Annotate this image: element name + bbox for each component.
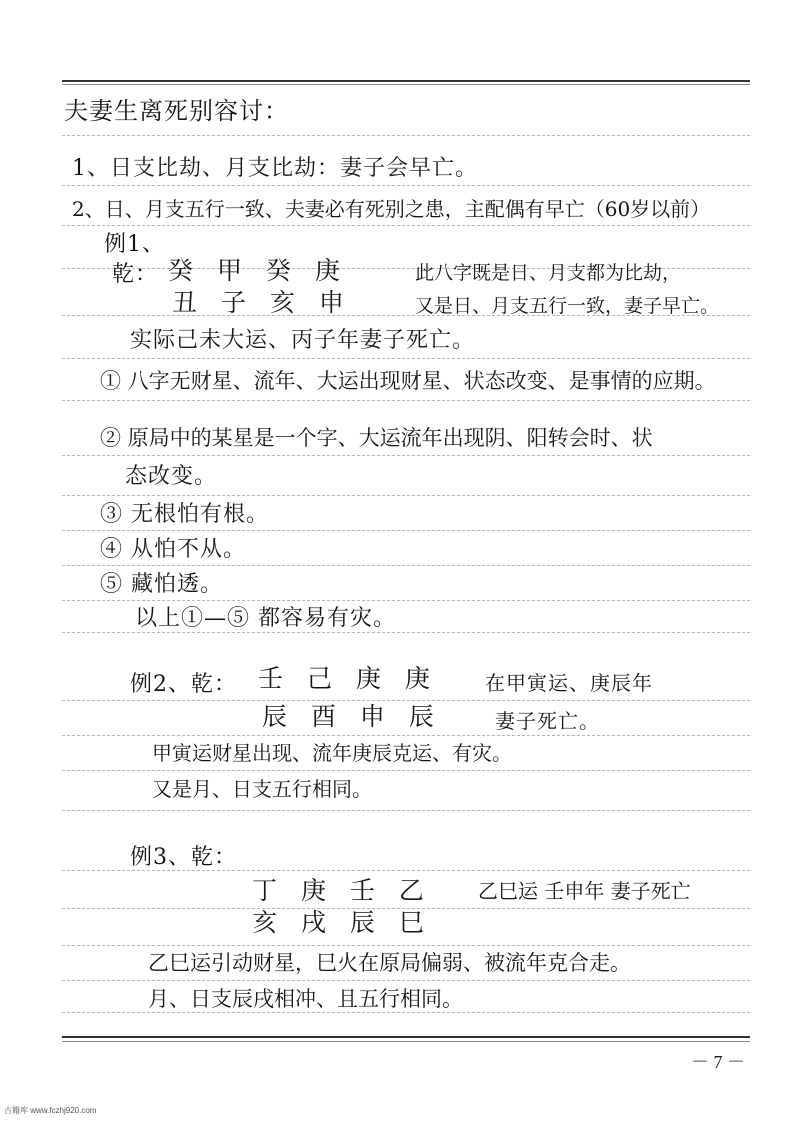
example1-result: 实际己未大运、丙子年妻子死亡。 [130,328,476,353]
point-2: ② 原局中的某星是一个字、大运流年出现阴、阳转会时、状 [100,426,653,450]
example1-label: 例1、 [104,232,165,257]
footer-watermark: 古籍库 www.fczhj920.com [4,1106,97,1115]
example2-label: 例2、乾： [130,672,237,697]
example3-line-1: 乙巳运引动财星，巳火在原局偏弱、被流年克合走。 [148,951,631,975]
ruled-line [62,632,750,633]
point-4: ④ 从怕不从。 [100,537,246,562]
example1-note-2: 又是日、月支五行一致，妻子早亡。 [415,295,720,317]
ruled-line [62,455,750,456]
rule-2: 2、日、月支五行一致、夫妻必有死别之患，主配偶有早亡（60岁以前） [72,197,711,221]
example3-label: 例3、乾： [130,845,237,870]
ruled-line [62,185,750,186]
ruled-line [62,700,750,701]
example2-stems: 壬 己 庚 庚 [258,664,438,693]
point-2-cont: 态改变。 [125,464,218,489]
example3-branches: 亥 戌 辰 巳 [252,908,432,937]
example2-note-2: 妻子死亡。 [495,709,600,733]
example2-line-2: 又是月、日支五行相同。 [152,777,372,801]
example2-branches: 辰 酉 申 辰 [262,702,442,731]
ruled-line [62,135,750,136]
ruled-line [62,225,750,226]
ruled-line [62,495,750,496]
points-summary: 以上①—⑤ 都容易有灾。 [135,606,396,631]
ruled-line [62,770,750,771]
example2-note-1: 在甲寅运、庚辰年 [485,671,653,695]
ruled-line [62,358,750,359]
ruled-line [62,565,750,566]
section-title: 夫妻生离死别容讨： [64,97,289,125]
point-3: ③ 无根怕有根。 [100,502,269,527]
page-number: － 7 － [691,1052,745,1072]
top-rule [62,80,750,82]
ruled-line [62,810,750,811]
ruled-line [62,400,750,401]
ruled-line [62,945,750,946]
bottom-rule-thin [62,1041,750,1042]
example3-note: 乙巳运 壬申年 妻子死亡 [478,879,691,903]
example1-note-1: 此八字既是日、月支都为比劫， [415,262,682,284]
ruled-line [62,530,750,531]
example1-branches: 丑 子 亥 申 [172,288,352,317]
rule-1: 1、日支比劫、月支比劫：妻子会早亡。 [72,156,478,181]
ruled-line [62,600,750,601]
point-1: ① 八字无财星、流年、大运出现财星、状态改变、是事情的应期。 [100,369,716,393]
top-rule-thin [62,84,750,85]
example2-line-1: 甲寅运财星出现、流年庚辰克运、有灾。 [152,741,512,765]
example3-stems: 丁 庚 壬 乙 [252,876,432,905]
bottom-rule [62,1036,750,1038]
example3-line-2: 月、日支辰戌相冲、且五行相同。 [148,987,463,1011]
ruled-line [62,980,750,981]
example1-stems: 癸 甲 癸 庚 [168,256,348,285]
example1-chart-label: 乾： [112,262,159,287]
point-5: ⑤ 藏怕透。 [100,572,223,597]
ruled-line [62,735,750,736]
ruled-line [62,1012,750,1013]
